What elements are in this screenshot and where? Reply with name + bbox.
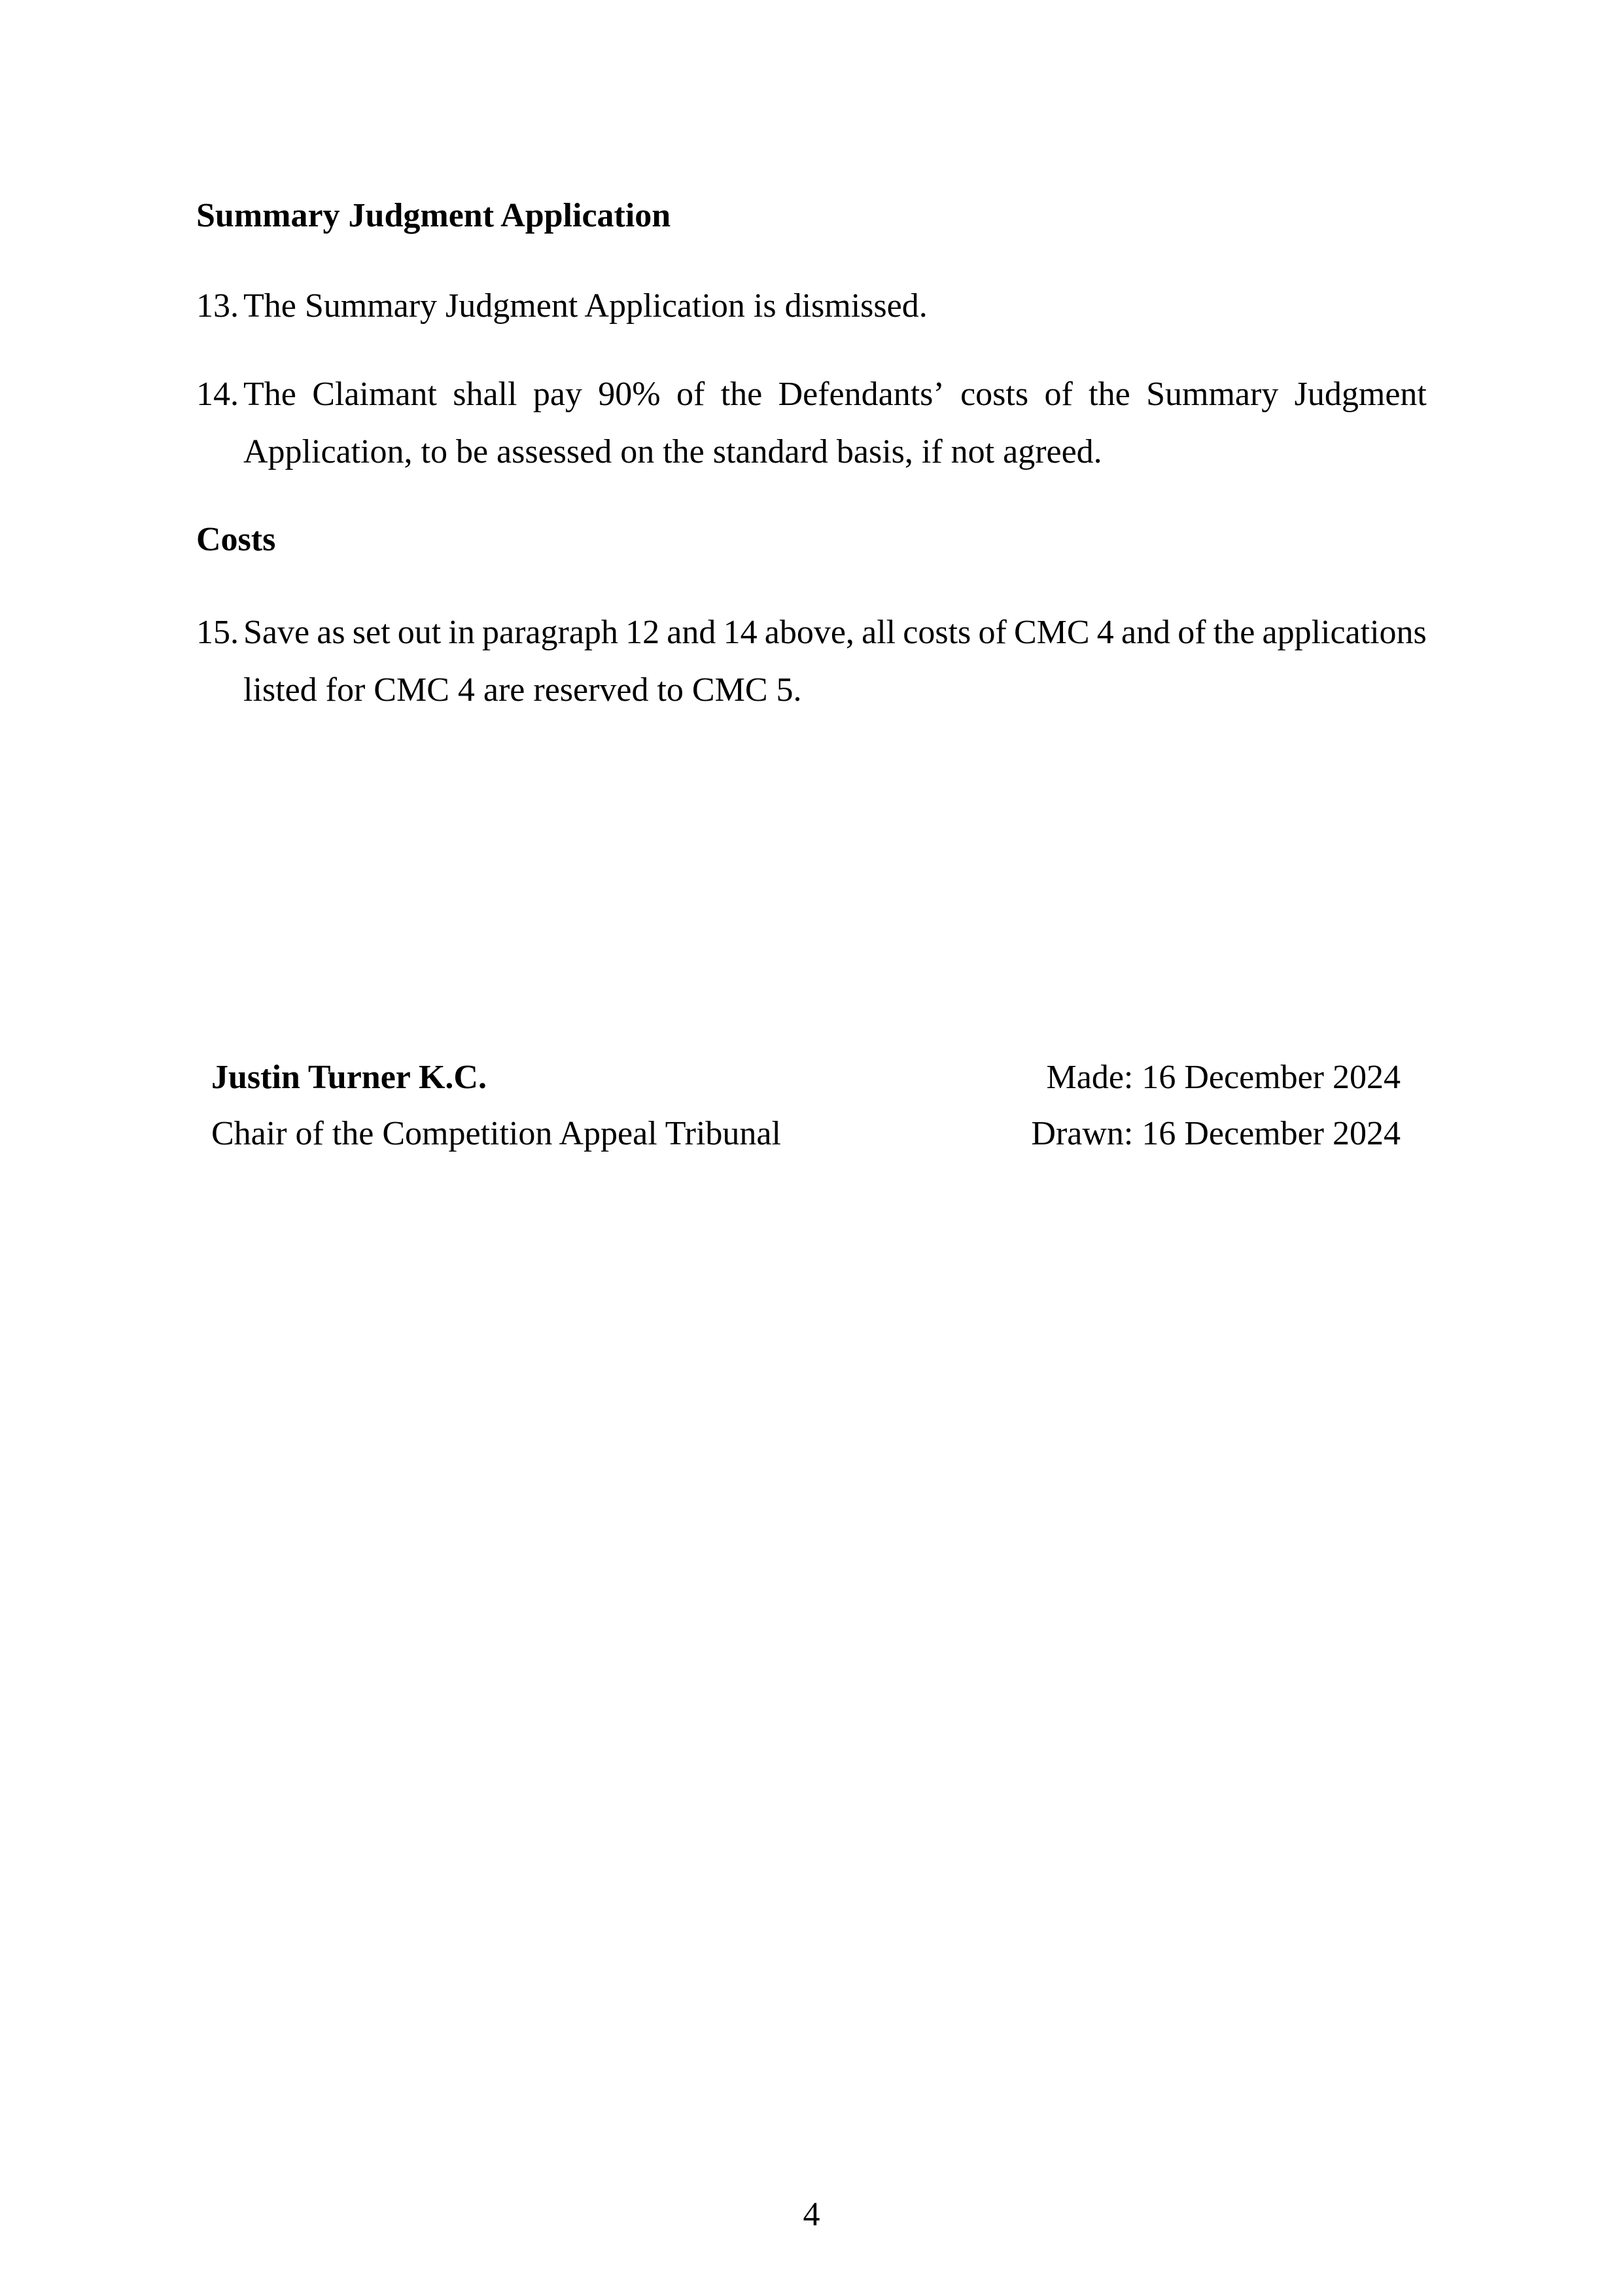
section-heading-costs: Costs <box>196 521 276 558</box>
paragraph-14 <box>196 366 1427 481</box>
paragraph-13-number: 13. <box>196 287 239 325</box>
signatory-title: Chair of the Competition Appeal Tribunal <box>211 1115 781 1152</box>
paragraph-13 <box>196 277 1427 335</box>
signatory-name: Justin Turner K.C. <box>211 1059 487 1096</box>
paragraph-14-text <box>243 366 1427 481</box>
paragraph-15 <box>196 604 1427 719</box>
text-line: Save as set out in paragraph 12 and 14 above, all costs of CMC 4 and of the applications <box>243 614 1427 651</box>
paragraph-14-number: 14. <box>196 376 239 413</box>
paragraph-15-number: 15. <box>196 614 239 651</box>
text-line: listed for CMC 4 are reserved to CMC 5. <box>243 671 802 709</box>
paragraph-15-text <box>243 604 1427 719</box>
text-line: The Summary Judgment Application is dismissed. <box>243 287 928 325</box>
order-drawn-date: Drawn: 16 December 2024 <box>1031 1115 1401 1152</box>
section-heading-summary-judgment-application: Summary Judgment Application <box>196 197 671 234</box>
signatory <box>211 1050 781 1162</box>
order-made-date: Made: 16 December 2024 <box>1046 1059 1401 1096</box>
text-line: Application, to be assessed on the standard basis, if not agreed. <box>243 433 1102 470</box>
paragraph-13-text <box>243 277 1427 335</box>
page-number: 4 <box>803 2196 820 2233</box>
order-dates <box>1031 1050 1401 1162</box>
text-line: The Claimant shall pay 90% of the Defendants’ costs of the Summary Judgment <box>243 376 1427 413</box>
